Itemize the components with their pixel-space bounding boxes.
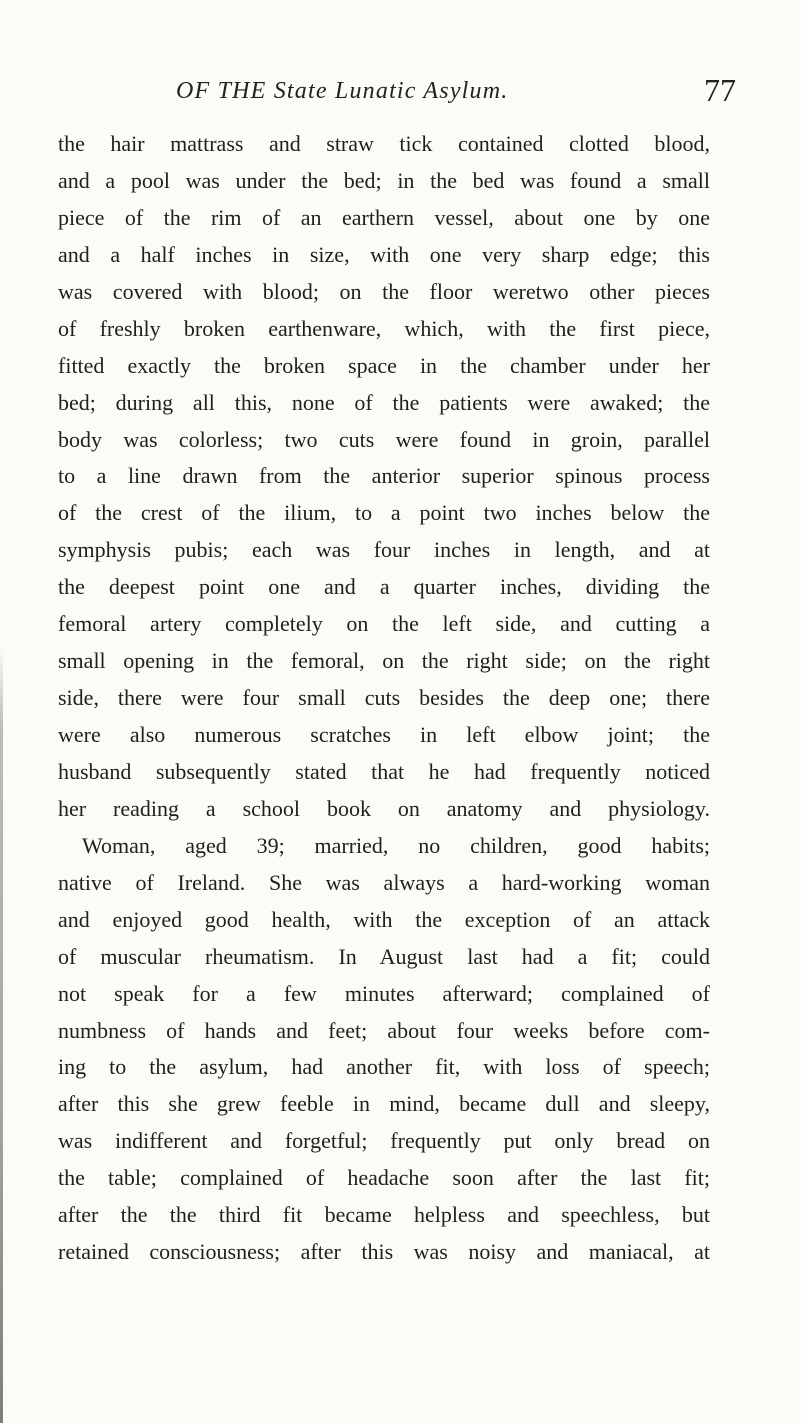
text-line: husband subsequently stated that he had frequently noticed <box>58 758 710 784</box>
text-line: numbness of hands and feet; about four weeks before com- <box>58 1017 710 1043</box>
text-line: the table; complained of headache soon after the last fit; <box>58 1165 710 1191</box>
text-line: symphysis pubis; each was four inches in length, and at <box>58 537 710 563</box>
text-line: native of Ireland. She was always a hard-working woman <box>58 869 710 895</box>
page-edge-shadow <box>0 648 3 1423</box>
text-line: retained consciousness; after this was noisy and maniacal, at <box>58 1239 710 1265</box>
text-line: her reading a school book on anatomy and physiology. <box>58 795 710 821</box>
text-line: was indifferent and forgetful; frequently put only bread on <box>58 1128 710 1154</box>
page-number: 77 <box>704 72 736 108</box>
text-line: the deepest point one and a quarter inches, dividing the <box>58 574 710 600</box>
text-line: were also numerous scratches in left elbow joint; the <box>58 722 710 747</box>
text-line: piece of the rim of an earthern vessel, about one by one <box>58 204 710 230</box>
running-head-title: OF THE State Lunatic Asylum. <box>176 78 509 104</box>
text-line: after the the third fit became helpless and speechless, but <box>58 1202 710 1228</box>
text-line: body was colorless; two cuts were found in groin, parallel <box>58 426 710 452</box>
text-line: bed; during all this, none of the patients were awaked; the <box>58 389 710 415</box>
text-line: not speak for a few minutes afterward; complained of <box>58 980 710 1006</box>
text-line: and a pool was under the bed; in the bed was found a small <box>58 167 710 193</box>
text-line: of freshly broken earthenware, which, with the first piece, <box>58 315 710 341</box>
text-line: small opening in the femoral, on the right side; on the right <box>58 648 710 674</box>
running-head <box>176 72 736 122</box>
text-line: and enjoyed good health, with the exception of an attack <box>58 906 710 932</box>
text-line: after this she grew feeble in mind, became dull and sleepy, <box>58 1091 710 1117</box>
text-line: and a half inches in size, with one very sharp edge; this <box>58 241 710 267</box>
text-line: fitted exactly the broken space in the chamber under her <box>58 352 710 378</box>
text-line: of muscular rheumatism. In August last had a fit; could <box>58 943 710 969</box>
text-line: to a line drawn from the anterior superior spinous process <box>58 463 710 489</box>
text-line: ing to the asylum, had another fit, with loss of speech; <box>58 1054 710 1080</box>
text-line: side, there were four small cuts besides the deep one; there <box>58 685 710 711</box>
paragraph-start-line: Woman, aged 39; married, no children, good habits; <box>82 832 710 858</box>
body-text <box>58 126 710 1271</box>
text-line: femoral artery completely on the left side, and cutting a <box>58 611 710 637</box>
text-line: the hair mattrass and straw tick contained clotted blood, <box>58 131 710 156</box>
text-line: was covered with blood; on the floor weretwo other pieces <box>58 278 710 304</box>
text-line: of the crest of the ilium, to a point two inches below the <box>58 500 710 526</box>
